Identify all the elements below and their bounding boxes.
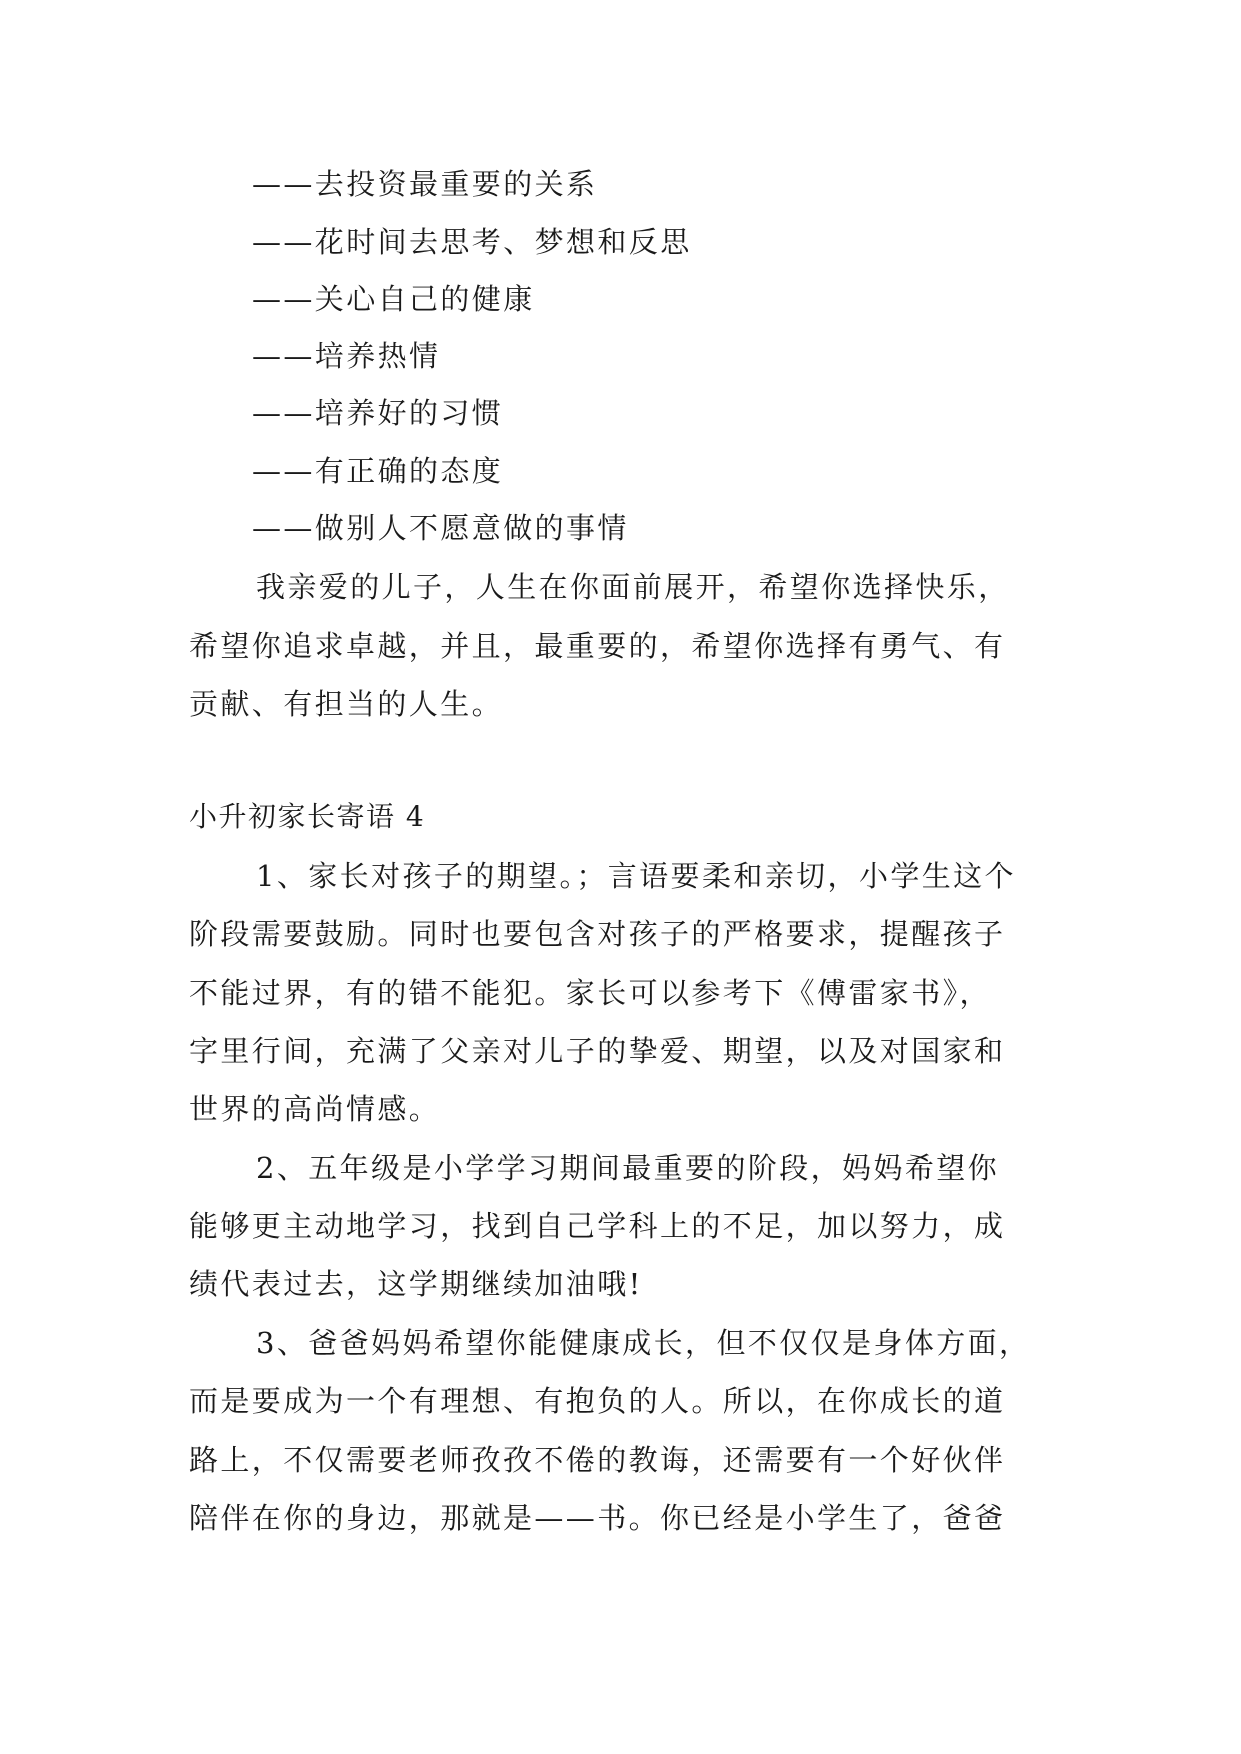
paragraph-line: 阶段需要鼓励。同时也要包含对孩子的严格要求，提醒孩子 — [189, 917, 1006, 951]
list-item: ——关心自己的健康 — [252, 282, 535, 316]
list-item: ——有正确的态度 — [252, 454, 504, 488]
paragraph-line: 1、家长对孩子的期望。；言语要柔和亲切，小学生这个 — [256, 859, 1016, 893]
paragraph-line: 希望你追求卓越，并且，最重要的，希望你选择有勇气、有 — [189, 629, 1006, 663]
paragraph-line: 我亲爱的儿子，人生在你面前展开，希望你选择快乐， — [256, 570, 1010, 604]
list-item: ——培养热情 — [252, 339, 441, 373]
list-item: ——做别人不愿意做的事情 — [252, 511, 629, 545]
paragraph-line: 陪伴在你的身边，那就是——书。你已经是小学生了，爸爸 — [189, 1501, 1006, 1535]
paragraph-line: 路上，不仅需要老师孜孜不倦的教诲，还需要有一个好伙伴 — [189, 1443, 1006, 1477]
list-item: ——去投资最重要的关系 — [252, 167, 598, 201]
list-item: ——培养好的习惯 — [252, 396, 504, 430]
paragraph-line: 能够更主动地学习，找到自己学科上的不足，加以努力，成 — [189, 1209, 1006, 1243]
paragraph-line: 2、五年级是小学学习期间最重要的阶段，妈妈希望你 — [256, 1151, 1000, 1185]
paragraph-line: 不能过界，有的错不能犯。家长可以参考下《傅雷家书》， — [189, 976, 991, 1010]
paragraph-line: 3、爸爸妈妈希望你能健康成长，但不仅仅是身体方面， — [256, 1326, 1031, 1360]
list-item: ——花时间去思考、梦想和反思 — [252, 225, 692, 259]
paragraph-line: 字里行间，充满了父亲对儿子的挚爱、期望，以及对国家和 — [189, 1034, 1006, 1068]
paragraph-line: 贡献、有担当的人生。 — [189, 687, 504, 721]
paragraph-line: 绩代表过去，这学期继续加油哦! — [189, 1267, 643, 1301]
section-title: 小升初家长寄语 4 — [189, 800, 426, 833]
paragraph-line: 世界的高尚情感。 — [189, 1092, 441, 1126]
paragraph-line: 而是要成为一个有理想、有抱负的人。所以，在你成长的道 — [189, 1384, 1006, 1418]
